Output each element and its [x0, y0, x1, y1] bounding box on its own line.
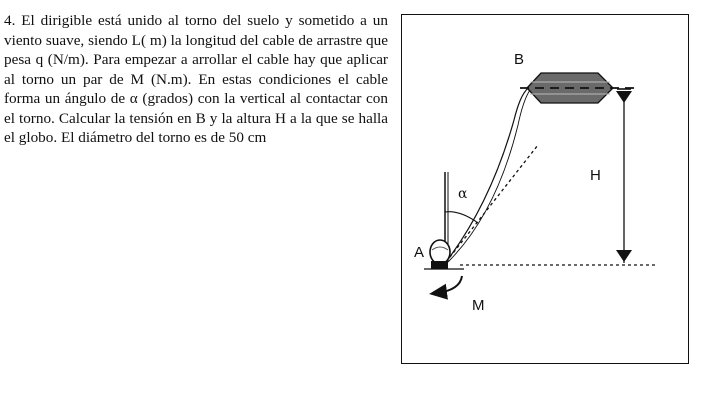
cable	[446, 88, 528, 262]
winch	[430, 240, 450, 269]
label-a: A	[414, 244, 425, 261]
label-h: H	[590, 167, 601, 184]
height-dimension	[616, 89, 632, 263]
cable-second-line	[448, 90, 530, 262]
label-alpha: α	[458, 186, 468, 202]
label-b: B	[514, 51, 525, 68]
label-m: M	[472, 297, 485, 314]
problem-statement: 4. El dirigible está unido al torno del suelo y sometido a un viento suave, siendo L( m) la longitud del cable de arrastre que pesa q (N/m). Para empezar a arrollar el cable hay que aplicar al torno un par de M (N.m). En estas condiciones el cable forma un ángulo de α (grados) con la vertical al contactar con el torno. Calcular la tensión en B y la altura H a la que se halla el globo. El diámetro del torno es de 50 cm	[4, 12, 388, 146]
moment-arrow	[437, 276, 462, 293]
tangent-line	[446, 145, 538, 262]
